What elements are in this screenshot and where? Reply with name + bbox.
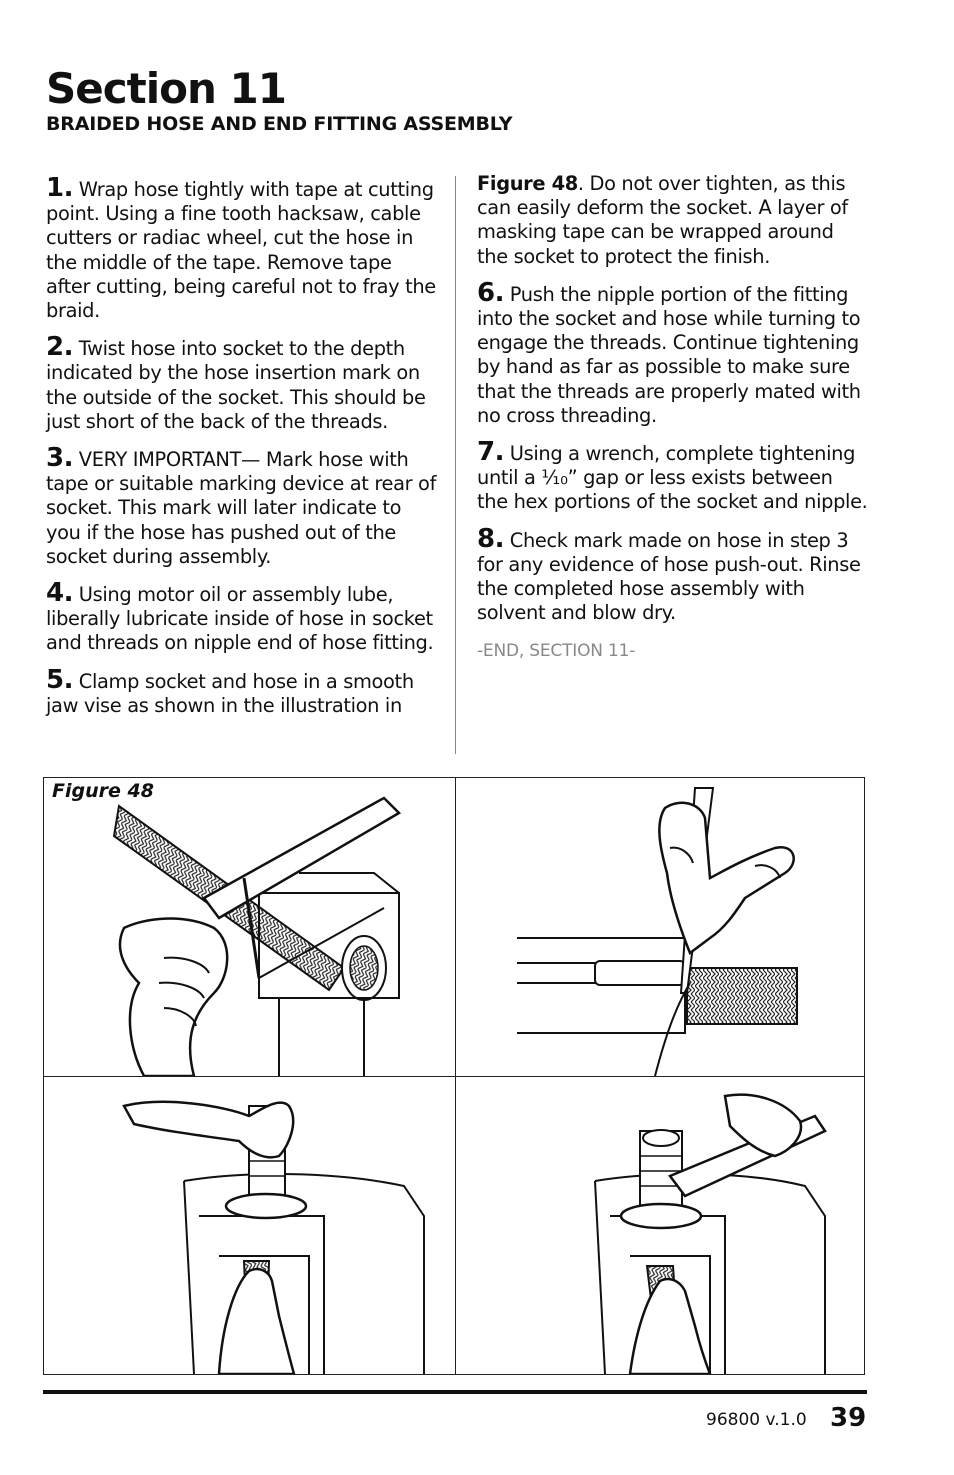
step-number: 2. <box>46 332 73 363</box>
step-number: 3. <box>46 443 73 474</box>
step-1 <box>46 173 441 323</box>
column-divider <box>455 176 456 754</box>
step-number: 8. <box>477 523 504 554</box>
step-text: VERY IMPORTANT— Mark hose with tape or suitable marking device at rear of socket. This mark will later indicate to you if the hose has pushed out of the socket during assembly. <box>46 448 437 568</box>
step-text: Using motor oil or assembly lube, liberally lubricate inside of hose in socket and threads on nipple end of hose fitting. <box>46 583 434 655</box>
figure-reference: Figure 48 <box>477 172 578 195</box>
illustration-mark-hose <box>455 778 866 1076</box>
step-number: 7. <box>477 437 504 468</box>
step-6 <box>477 277 869 428</box>
step-number: 5. <box>46 664 73 695</box>
illustration-wrench-tighten <box>455 1076 866 1374</box>
step-5-continued <box>477 172 869 269</box>
step-text: Check mark made on hose in step 3 for any evidence of hose push-out. Rinse the completed hose assembly with solvent and blow dry. <box>477 528 861 625</box>
step-8 <box>477 523 869 626</box>
step-number: 6. <box>477 277 504 308</box>
step-2 <box>46 332 441 434</box>
step-text: Clamp socket and hose in a smooth jaw vise as shown in the illustration in <box>46 669 414 717</box>
step-text: Push the nipple portion of the fitting into the socket and hose while turning to engage the threads. Continue tightening by hand as far as possible to make sure that the threads are properly mated with no cross threading. <box>477 282 861 427</box>
right-column <box>477 172 869 664</box>
document-code: 96800 v.1.0 <box>706 1410 807 1430</box>
section-subtitle: BRAIDED HOSE AND END FITTING ASSEMBLY <box>46 113 513 135</box>
step-number: 4. <box>46 578 73 609</box>
step-text: Twist hose into socket to the depth indicated by the hose insertion mark on the outside of the socket. This should be just short of the back of the threads. <box>46 337 426 433</box>
step-text: Using a wrench, complete tightening until a ⅒” gap or less exists between the hex portions of the socket and nipple. <box>477 442 868 514</box>
step-5 <box>46 664 441 718</box>
step-text: Wrap hose tightly with tape at cutting point. Using a fine tooth hacksaw, cable cutters or radiac wheel, cut the hose in the middle of the tape. Remove tape after cutting, being careful not to fray the braid. <box>46 178 436 323</box>
step-7 <box>477 437 869 515</box>
page-number: 39 <box>830 1403 867 1433</box>
step-3 <box>46 443 441 569</box>
end-note: -END, SECTION 11- <box>477 641 636 662</box>
footer-rule <box>43 1390 867 1394</box>
figure-48 <box>43 777 865 1375</box>
left-column <box>46 173 441 730</box>
step-number: 1. <box>46 173 73 203</box>
step-4 <box>46 578 441 656</box>
page-title: Section 11 <box>46 64 286 113</box>
illustration-insert-nipple <box>44 1076 455 1374</box>
figure-label: Figure 48 <box>52 780 154 802</box>
illustration-hacksaw-cut <box>44 778 455 1076</box>
step-text: . Do not over tighten, as this can easily deform the socket. A layer of masking tape can be wrapped around the socket to protect the finish. <box>477 172 848 268</box>
